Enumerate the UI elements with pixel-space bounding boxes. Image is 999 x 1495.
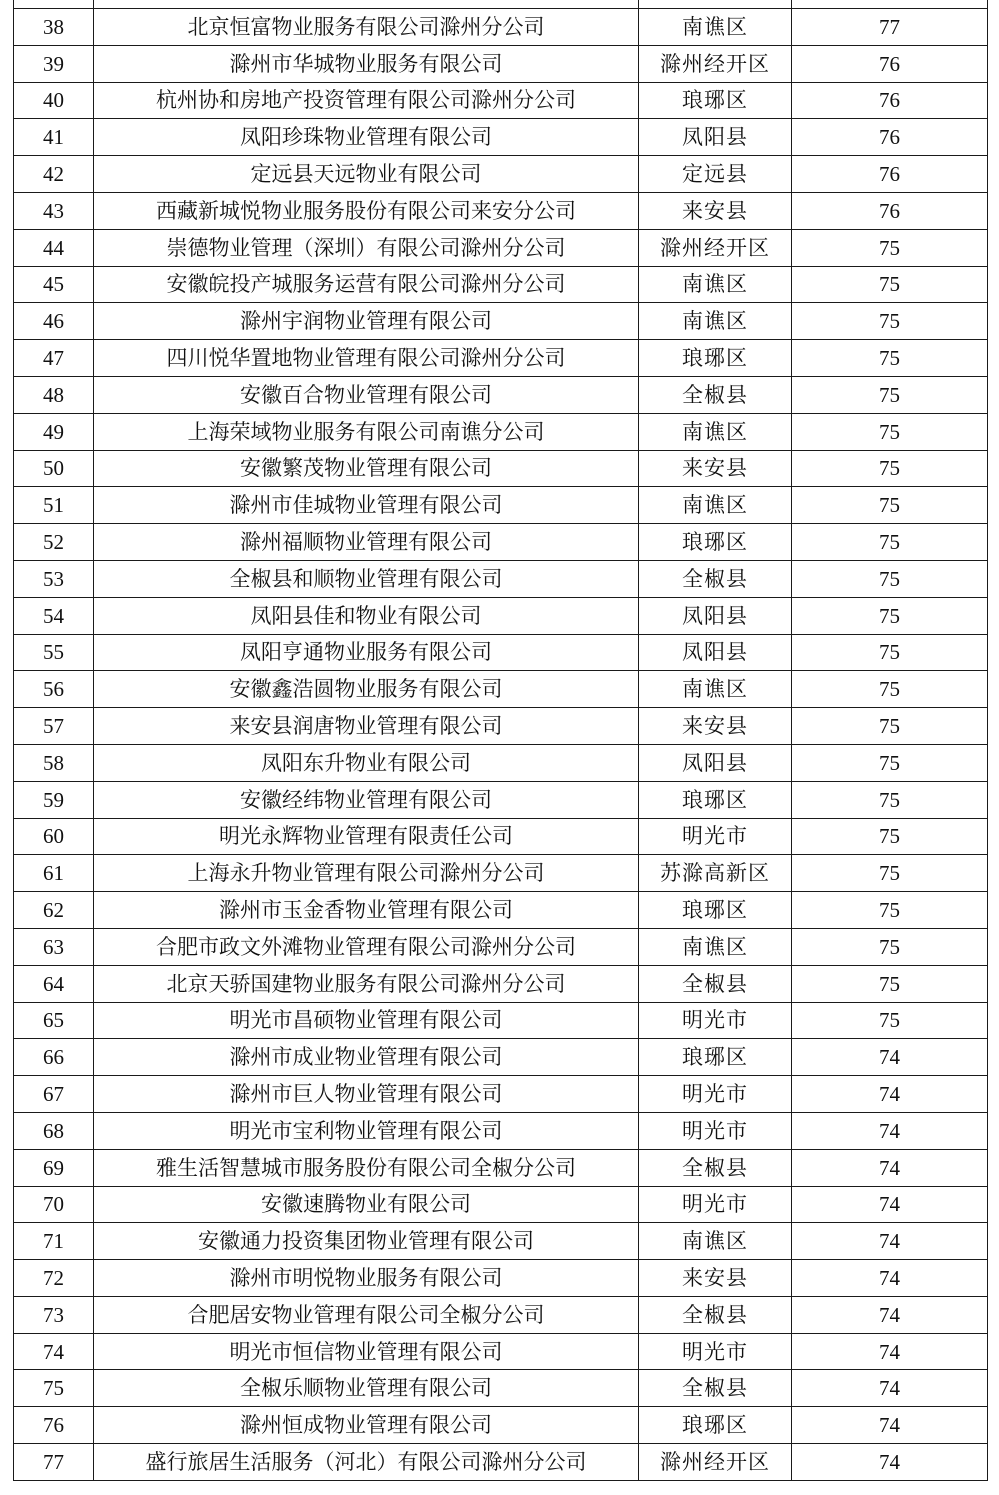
company-name-cell: 凤阳亨通物业服务有限公司 bbox=[94, 634, 639, 671]
rank-cell: 76 bbox=[14, 1407, 94, 1444]
district-cell: 琅琊区 bbox=[639, 1039, 792, 1076]
district-cell: 明光市 bbox=[639, 1333, 792, 1370]
company-name-cell: 安徽繁茂物业管理有限公司 bbox=[94, 450, 639, 487]
company-name-cell: 凤阳县佳和物业有限公司 bbox=[94, 597, 639, 634]
company-name-cell: 滁州市玉金香物业管理有限公司 bbox=[94, 892, 639, 929]
company-name-cell: 雅生活智慧城市服务股份有限公司全椒分公司 bbox=[94, 1149, 639, 1186]
table-row bbox=[14, 229, 988, 266]
district-cell: 明光市 bbox=[639, 1112, 792, 1149]
score-cell: 76 bbox=[792, 45, 988, 82]
company-name-cell: 上海荣域物业服务有限公司南谯分公司 bbox=[94, 413, 639, 450]
score-cell: 75 bbox=[792, 524, 988, 561]
table-row bbox=[14, 1039, 988, 1076]
company-name-cell: 明光市昌硕物业管理有限公司 bbox=[94, 1002, 639, 1039]
table-row bbox=[14, 266, 988, 303]
rank-cell: 63 bbox=[14, 928, 94, 965]
rank-cell: 55 bbox=[14, 634, 94, 671]
district-cell: 南谯区 bbox=[639, 9, 792, 46]
district-cell: 凤阳县 bbox=[639, 597, 792, 634]
rank-cell: 51 bbox=[14, 487, 94, 524]
table-row bbox=[14, 1112, 988, 1149]
score-cell: 74 bbox=[792, 1260, 988, 1297]
ranking-table bbox=[13, 0, 988, 1481]
district-cell: 南谯区 bbox=[639, 671, 792, 708]
rank-cell: 64 bbox=[14, 965, 94, 1002]
table-row bbox=[14, 818, 988, 855]
rank-cell: 46 bbox=[14, 303, 94, 340]
table-row bbox=[14, 597, 988, 634]
district-cell: 凤阳县 bbox=[639, 119, 792, 156]
district-cell: 凤阳县 bbox=[639, 744, 792, 781]
rank-cell: 59 bbox=[14, 781, 94, 818]
district-cell: 明光市 bbox=[639, 1076, 792, 1113]
score-cell: 74 bbox=[792, 1370, 988, 1407]
district-cell: 全椒县 bbox=[639, 1370, 792, 1407]
rank-cell: 39 bbox=[14, 45, 94, 82]
score-cell: 74 bbox=[792, 1444, 988, 1481]
rank-cell: 45 bbox=[14, 266, 94, 303]
district-cell: 全椒县 bbox=[639, 376, 792, 413]
rank-cell: 66 bbox=[14, 1039, 94, 1076]
rank-cell: 58 bbox=[14, 744, 94, 781]
rank-cell: 47 bbox=[14, 340, 94, 377]
score-cell: 74 bbox=[792, 1149, 988, 1186]
company-name-cell: 安徽百合物业管理有限公司 bbox=[94, 376, 639, 413]
score-cell: 75 bbox=[792, 818, 988, 855]
table-row bbox=[14, 1076, 988, 1113]
score-cell: 74 bbox=[792, 1296, 988, 1333]
district-cell: 琅琊区 bbox=[639, 892, 792, 929]
cut-off-top-row bbox=[14, 0, 988, 9]
ranking-table-body bbox=[14, 0, 988, 1480]
score-cell: 75 bbox=[792, 266, 988, 303]
company-name-cell: 明光市恒信物业管理有限公司 bbox=[94, 1333, 639, 1370]
score-cell: 75 bbox=[792, 708, 988, 745]
district-cell: 全椒县 bbox=[639, 1296, 792, 1333]
district-cell: 凤阳县 bbox=[639, 634, 792, 671]
table-row bbox=[14, 376, 988, 413]
company-name-cell: 安徽通力投资集团物业管理有限公司 bbox=[94, 1223, 639, 1260]
table-row bbox=[14, 82, 988, 119]
district-cell: 来安县 bbox=[639, 708, 792, 745]
company-name-cell: 定远县天远物业有限公司 bbox=[94, 156, 639, 193]
company-name-cell: 滁州恒成物业管理有限公司 bbox=[94, 1407, 639, 1444]
company-name-cell: 安徽鑫浩圆物业服务有限公司 bbox=[94, 671, 639, 708]
rank-cell: 38 bbox=[14, 9, 94, 46]
table-row bbox=[14, 192, 988, 229]
table-row bbox=[14, 487, 988, 524]
score-cell: 75 bbox=[792, 560, 988, 597]
table-row bbox=[14, 1149, 988, 1186]
score-cell: 77 bbox=[792, 9, 988, 46]
company-name-cell: 滁州福顺物业管理有限公司 bbox=[94, 524, 639, 561]
rank-cell: 68 bbox=[14, 1112, 94, 1149]
table-row bbox=[14, 781, 988, 818]
score-cell: 75 bbox=[792, 744, 988, 781]
score-cell: 75 bbox=[792, 229, 988, 266]
table-row bbox=[14, 524, 988, 561]
rank-cell: 48 bbox=[14, 376, 94, 413]
score-cell: 74 bbox=[792, 1223, 988, 1260]
score-cell: 75 bbox=[792, 781, 988, 818]
score-cell: 75 bbox=[792, 413, 988, 450]
rank-cell: 72 bbox=[14, 1260, 94, 1297]
district-cell: 南谯区 bbox=[639, 1223, 792, 1260]
table-row bbox=[14, 1407, 988, 1444]
table-row bbox=[14, 1296, 988, 1333]
company-name-cell: 滁州宇润物业管理有限公司 bbox=[94, 303, 639, 340]
rank-cell: 74 bbox=[14, 1333, 94, 1370]
rank-cell: 60 bbox=[14, 818, 94, 855]
score-cell: 74 bbox=[792, 1186, 988, 1223]
score-cell: 75 bbox=[792, 376, 988, 413]
table-row bbox=[14, 1186, 988, 1223]
district-cell: 明光市 bbox=[639, 1002, 792, 1039]
score-cell: 75 bbox=[792, 450, 988, 487]
rank-cell: 41 bbox=[14, 119, 94, 156]
district-cell: 全椒县 bbox=[639, 965, 792, 1002]
score-cell: 75 bbox=[792, 855, 988, 892]
rank-cell: 70 bbox=[14, 1186, 94, 1223]
rank-cell: 71 bbox=[14, 1223, 94, 1260]
rank-cell: 73 bbox=[14, 1296, 94, 1333]
district-cell: 琅琊区 bbox=[639, 82, 792, 119]
score-cell: 76 bbox=[792, 156, 988, 193]
rank-cell: 65 bbox=[14, 1002, 94, 1039]
table-row bbox=[14, 560, 988, 597]
district-cell: 苏滁高新区 bbox=[639, 855, 792, 892]
score-cell: 75 bbox=[792, 634, 988, 671]
table-row bbox=[14, 634, 988, 671]
company-name-cell: 凤阳珍珠物业管理有限公司 bbox=[94, 119, 639, 156]
district-cell: 全椒县 bbox=[639, 1149, 792, 1186]
rank-cell: 57 bbox=[14, 708, 94, 745]
table-row bbox=[14, 119, 988, 156]
rank-cell: 62 bbox=[14, 892, 94, 929]
score-cell: 75 bbox=[792, 892, 988, 929]
company-name-cell: 合肥居安物业管理有限公司全椒分公司 bbox=[94, 1296, 639, 1333]
district-cell: 明光市 bbox=[639, 1186, 792, 1223]
district-cell: 南谯区 bbox=[639, 487, 792, 524]
company-name-cell: 安徽皖投产城服务运营有限公司滁州分公司 bbox=[94, 266, 639, 303]
table-row bbox=[14, 708, 988, 745]
table-row bbox=[14, 1333, 988, 1370]
company-name-cell: 全椒乐顺物业管理有限公司 bbox=[94, 1370, 639, 1407]
company-name-cell: 西藏新城悦物业服务股份有限公司来安分公司 bbox=[94, 192, 639, 229]
district-cell: 滁州经开区 bbox=[639, 229, 792, 266]
rank-cell: 53 bbox=[14, 560, 94, 597]
company-name-cell: 安徽经纬物业管理有限公司 bbox=[94, 781, 639, 818]
table-row bbox=[14, 45, 988, 82]
table-row bbox=[14, 892, 988, 929]
district-cell: 来安县 bbox=[639, 450, 792, 487]
rank-cell: 42 bbox=[14, 156, 94, 193]
company-name-cell: 上海永升物业管理有限公司滁州分公司 bbox=[94, 855, 639, 892]
score-cell: 74 bbox=[792, 1407, 988, 1444]
table-row bbox=[14, 9, 988, 46]
district-cell: 来安县 bbox=[639, 192, 792, 229]
company-name-cell: 凤阳东升物业有限公司 bbox=[94, 744, 639, 781]
company-name-cell: 崇德物业管理（深圳）有限公司滁州分公司 bbox=[94, 229, 639, 266]
table-row bbox=[14, 1223, 988, 1260]
rank-cell: 56 bbox=[14, 671, 94, 708]
rank-cell: 77 bbox=[14, 1444, 94, 1481]
table-row bbox=[14, 1002, 988, 1039]
table-row bbox=[14, 1260, 988, 1297]
table-row bbox=[14, 855, 988, 892]
company-name-cell: 滁州市佳城物业管理有限公司 bbox=[94, 487, 639, 524]
rank-cell: 44 bbox=[14, 229, 94, 266]
company-name-cell: 滁州市巨人物业管理有限公司 bbox=[94, 1076, 639, 1113]
score-cell: 76 bbox=[792, 192, 988, 229]
rank-cell: 69 bbox=[14, 1149, 94, 1186]
score-cell: 74 bbox=[792, 1112, 988, 1149]
rank-cell: 61 bbox=[14, 855, 94, 892]
district-cell: 定远县 bbox=[639, 156, 792, 193]
score-cell: 75 bbox=[792, 965, 988, 1002]
district-cell: 琅琊区 bbox=[639, 340, 792, 377]
company-name-cell: 明光永辉物业管理有限责任公司 bbox=[94, 818, 639, 855]
rank-cell: 49 bbox=[14, 413, 94, 450]
company-name-cell: 安徽速腾物业有限公司 bbox=[94, 1186, 639, 1223]
district-cell: 琅琊区 bbox=[639, 781, 792, 818]
district-cell: 琅琊区 bbox=[639, 1407, 792, 1444]
score-cell: 75 bbox=[792, 340, 988, 377]
district-cell: 来安县 bbox=[639, 1260, 792, 1297]
table-row bbox=[14, 928, 988, 965]
score-cell: 74 bbox=[792, 1333, 988, 1370]
score-cell: 75 bbox=[792, 671, 988, 708]
rank-cell: 50 bbox=[14, 450, 94, 487]
table-row bbox=[14, 340, 988, 377]
company-name-cell: 来安县润唐物业管理有限公司 bbox=[94, 708, 639, 745]
score-cell: 74 bbox=[792, 1039, 988, 1076]
company-name-cell: 合肥市政文外滩物业管理有限公司滁州分公司 bbox=[94, 928, 639, 965]
company-name-cell: 北京恒富物业服务有限公司滁州分公司 bbox=[94, 9, 639, 46]
rank-cell: 54 bbox=[14, 597, 94, 634]
district-cell: 南谯区 bbox=[639, 928, 792, 965]
company-name-cell: 四川悦华置地物业管理有限公司滁州分公司 bbox=[94, 340, 639, 377]
score-cell: 75 bbox=[792, 303, 988, 340]
ranking-table-sheet bbox=[13, 0, 987, 1481]
rank-cell: 75 bbox=[14, 1370, 94, 1407]
district-cell: 南谯区 bbox=[639, 266, 792, 303]
district-cell: 琅琊区 bbox=[639, 524, 792, 561]
score-cell: 76 bbox=[792, 82, 988, 119]
company-name-cell: 全椒县和顺物业管理有限公司 bbox=[94, 560, 639, 597]
score-cell: 75 bbox=[792, 1002, 988, 1039]
score-cell: 75 bbox=[792, 487, 988, 524]
district-cell: 南谯区 bbox=[639, 303, 792, 340]
rank-cell: 52 bbox=[14, 524, 94, 561]
company-name-cell: 杭州协和房地产投资管理有限公司滁州分公司 bbox=[94, 82, 639, 119]
company-name-cell: 盛行旅居生活服务（河北）有限公司滁州分公司 bbox=[94, 1444, 639, 1481]
table-row bbox=[14, 450, 988, 487]
score-cell: 76 bbox=[792, 119, 988, 156]
table-row bbox=[14, 744, 988, 781]
rank-cell: 43 bbox=[14, 192, 94, 229]
rank-cell: 40 bbox=[14, 82, 94, 119]
district-cell: 全椒县 bbox=[639, 560, 792, 597]
table-row bbox=[14, 303, 988, 340]
company-name-cell: 滁州市成业物业管理有限公司 bbox=[94, 1039, 639, 1076]
table-row bbox=[14, 671, 988, 708]
table-row bbox=[14, 965, 988, 1002]
table-row bbox=[14, 156, 988, 193]
district-cell: 滁州经开区 bbox=[639, 1444, 792, 1481]
company-name-cell: 滁州市明悦物业服务有限公司 bbox=[94, 1260, 639, 1297]
table-row bbox=[14, 413, 988, 450]
company-name-cell: 北京天骄国建物业服务有限公司滁州分公司 bbox=[94, 965, 639, 1002]
district-cell: 明光市 bbox=[639, 818, 792, 855]
score-cell: 74 bbox=[792, 1076, 988, 1113]
company-name-cell: 明光市宝利物业管理有限公司 bbox=[94, 1112, 639, 1149]
score-cell: 75 bbox=[792, 597, 988, 634]
district-cell: 滁州经开区 bbox=[639, 45, 792, 82]
table-row bbox=[14, 1370, 988, 1407]
rank-cell: 67 bbox=[14, 1076, 94, 1113]
district-cell: 南谯区 bbox=[639, 413, 792, 450]
table-row bbox=[14, 1444, 988, 1481]
company-name-cell: 滁州市华城物业服务有限公司 bbox=[94, 45, 639, 82]
score-cell: 75 bbox=[792, 928, 988, 965]
